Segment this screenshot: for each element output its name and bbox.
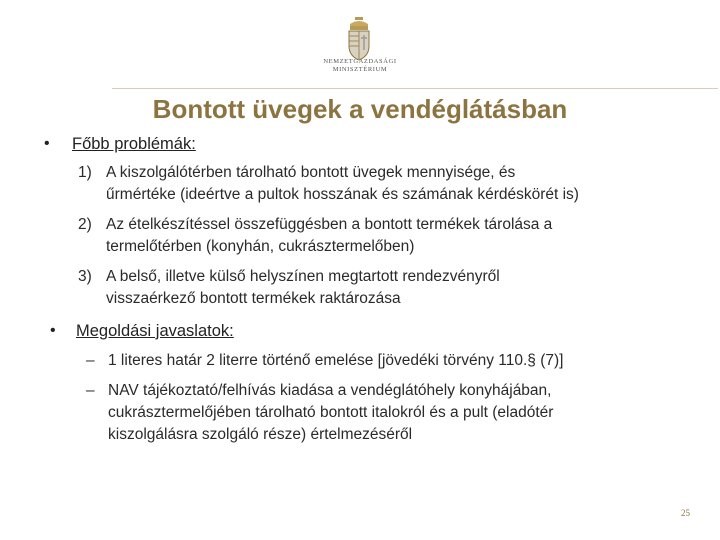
bullet-icon: • — [44, 135, 50, 152]
solution-item — [86, 350, 706, 372]
page-number: 25 — [681, 508, 690, 518]
problem-number: 1) — [78, 164, 92, 181]
solution-text-line1: 1 literes határ 2 literre történő emelése [jövedéki törvény 110.§ (7)] — [108, 352, 564, 369]
problem-text-line2: űrmértéke (ideértve a pultok hosszának és számának kérdéskörét is) — [106, 186, 579, 203]
problem-text-line2: visszaérkező bontott termékek raktározása — [106, 290, 401, 307]
solution-text-line2: cukrásztermelőjében tárolható bontott italokról és a pult (eladótér — [108, 404, 554, 421]
ministry-name — [300, 58, 420, 74]
problem-text-line1: Az ételkészítéssel összefüggésben a bontott termékek tárolása a — [106, 216, 553, 233]
ministry-line-2: MINISZTÉRIUM — [332, 66, 388, 73]
problem-number: 3) — [78, 268, 92, 285]
problem-text-line1: A kiszolgálótérben tárolható bontott üvegek mennyisége, és — [106, 164, 516, 181]
problem-number: 2) — [78, 216, 92, 233]
problem-item — [78, 162, 698, 206]
header-divider — [112, 88, 718, 89]
solution-text-line1: NAV tájékoztató/felhívás kiadása a vendéglátóhely konyhájában, — [108, 382, 552, 399]
problem-item — [78, 266, 698, 310]
solution-text-line3: kiszolgálásra szolgáló része) értelmezéséről — [108, 426, 413, 443]
problem-item — [78, 214, 698, 258]
ministry-line-1: NEMZETGAZDASÁGI — [323, 58, 397, 65]
bullet-icon: • — [50, 322, 56, 339]
problem-text-line1: A belső, illetve külső helyszínen megtartott rendezvényről — [106, 268, 500, 285]
solutions-heading: Megoldási javaslatok: — [76, 322, 234, 340]
problems-heading: Főbb problémák: — [72, 135, 196, 153]
dash-bullet: – — [86, 382, 95, 399]
solution-item — [86, 380, 706, 446]
crest-icon — [344, 16, 374, 64]
slide-title: Bontott üvegek a vendéglátásban — [152, 94, 568, 124]
dash-bullet: – — [86, 352, 95, 369]
problem-text-line2: termelőtérben (konyhán, cukrásztermelőben) — [106, 238, 415, 255]
